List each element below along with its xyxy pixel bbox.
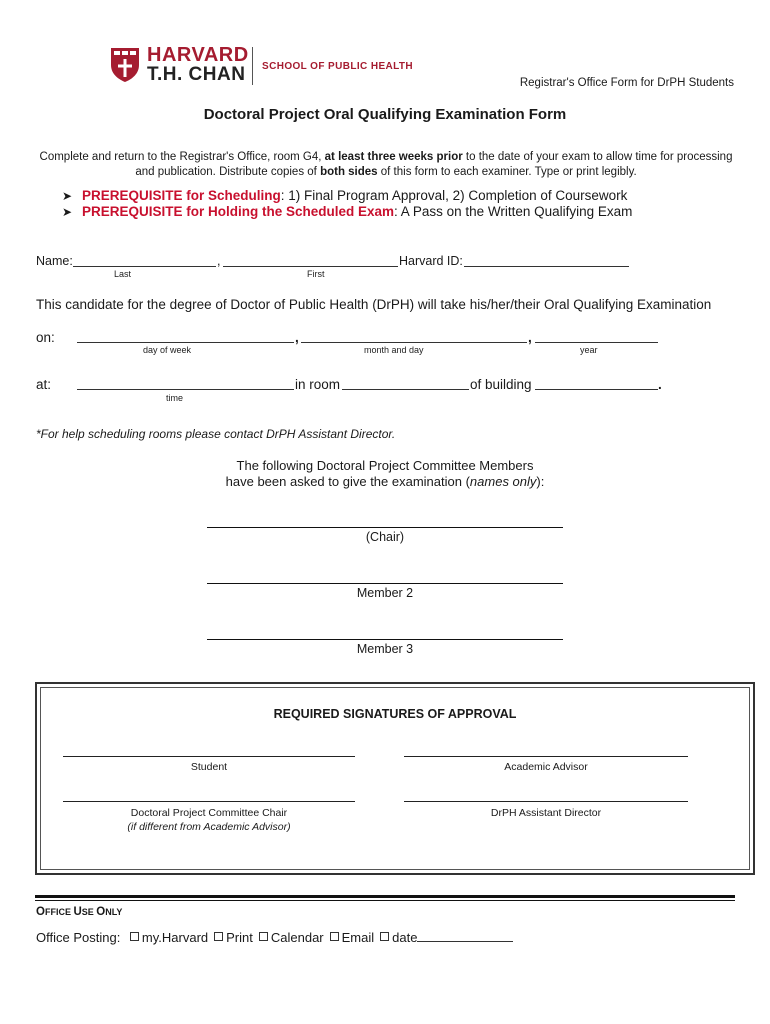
intro-paragraph [36,150,736,180]
email-label: Email [341,930,375,945]
arrow-bullet-icon: ➤ [62,189,73,203]
intro-text-1: Complete and return to the Registrar's Office, room G4, [39,151,325,163]
intro-bold-2: both sides [320,166,378,178]
office-heading-part: FFICE [44,907,74,917]
committee-intro-line-1: The following Doctoral Project Committee Members [236,458,534,473]
prerequisite-text: : 1) Final Program Approval, 2) Completion of Coursework [280,188,628,203]
committee-intro-line-2 [0,474,770,490]
calendar-checkbox[interactable] [259,932,268,941]
print-label: Print [226,930,253,945]
on-comma-1: , [295,330,299,345]
on-label: on: [36,330,55,345]
time-caption: time [166,393,184,403]
year-field[interactable] [535,342,658,343]
on-comma-2: , [528,330,532,345]
member-2-label: Member 2 [356,586,414,600]
prerequisite-scheduling [62,188,627,203]
year-caption: year [580,345,598,355]
logo-harvard: HARVARD [147,44,249,66]
day-caption: day of week [143,345,192,355]
first-caption: First [307,269,325,279]
date-checkbox[interactable] [380,932,389,941]
logo-school-name: SCHOOL OF PUBLIC HEALTH [262,61,414,72]
time-field[interactable] [77,389,294,390]
office-heading-part: SE [81,907,97,917]
approval-title: REQUIRED SIGNATURES OF APPROVAL [273,707,517,721]
chair-signature-field[interactable] [63,801,355,802]
chair-signature-note: (if different from Academic Advisor) [127,821,291,833]
harvard-chan-logo [110,44,420,87]
last-caption: Last [114,269,132,279]
month-day-field[interactable] [301,342,527,343]
assistant-director-signature-field[interactable] [404,801,688,802]
prerequisite-holding [62,204,632,219]
member-3-name-field[interactable] [207,639,563,640]
building-field[interactable] [535,389,658,390]
office-posting-label: Office Posting: [36,930,124,945]
at-label: at: [36,377,52,392]
assistant-director-label: DrPH Assistant Director [490,807,602,819]
harvard-id-label: Harvard ID: [399,254,463,268]
day-of-week-field[interactable] [77,342,294,343]
last-name-field[interactable] [73,266,216,267]
office-heading-part: U [73,906,82,918]
chair-name-field[interactable] [207,527,563,528]
office-heading-part: NLY [105,907,123,917]
in-room-label: in room [295,377,341,392]
prerequisite-label: PREREQUISITE for Scheduling [82,188,281,203]
committee-intro-text: have been asked to give the examination ( [225,474,470,489]
office-divider-thick [35,895,735,898]
my-harvard-checkbox[interactable] [130,932,139,941]
committee-intro-end: ): [536,474,545,489]
at-period: . [658,377,662,392]
student-signature-field[interactable] [63,756,355,757]
help-note: *For help scheduling rooms please contact DrPH Assistant Director. [36,427,396,441]
first-name-field[interactable] [223,266,398,267]
committee-intro-italic: names only [469,474,537,489]
room-field[interactable] [342,389,469,390]
office-divider-thin [35,900,735,901]
logo-th-chan: T.H. CHAN [147,64,246,85]
month-caption: month and day [364,345,424,355]
prerequisite-text: : A Pass on the Written Qualifying Exam [394,204,633,219]
advisor-label: Academic Advisor [504,761,588,773]
intro-text-3: of this form to each examiner. Type or print legibly. [377,166,637,178]
arrow-bullet-icon: ➤ [62,205,73,219]
chair-label: (Chair) [365,530,405,544]
office-use-only-heading [36,906,122,918]
chair-signature-label: Doctoral Project Committee Chair [130,807,288,819]
harvard-id-field[interactable] [464,266,629,267]
name-comma: , [217,254,221,268]
prerequisite-label: PREREQUISITE for Holding the Scheduled Exam [82,204,395,219]
calendar-label: Calendar [270,930,324,945]
office-posting-row [36,930,513,945]
committee-intro [0,458,770,490]
print-checkbox[interactable] [214,932,223,941]
intro-text-2: to the date of your exam to allow time for processing and publication. Distribute copies of [135,151,733,178]
member-3-label: Member 3 [356,642,414,656]
of-building-label: of building [470,377,532,392]
logo-divider [252,47,253,85]
harvard-shield-icon [110,47,140,83]
candidate-statement: This candidate for the degree of Doctor of Public Health (DrPH) will take his/her/their Oral Qualifying Examination [36,297,712,312]
office-heading-part: O [96,906,106,918]
my-harvard-label: my.Harvard [141,930,209,945]
registrar-note: Registrar's Office Form for DrPH Students [519,77,734,89]
date-field[interactable] [417,931,513,942]
approval-signatures-box [35,682,755,875]
advisor-signature-field[interactable] [404,756,688,757]
member-2-name-field[interactable] [207,583,563,584]
name-label: Name: [36,254,73,268]
intro-bold-1: at least three weeks prior [324,151,463,163]
office-heading-part: O [36,906,45,918]
form-title: Doctoral Project Oral Qualifying Examination Form [203,106,567,123]
email-checkbox[interactable] [330,932,339,941]
student-label: Student [190,761,228,773]
date-label: date [392,930,418,945]
approval-inner-border [40,687,750,870]
